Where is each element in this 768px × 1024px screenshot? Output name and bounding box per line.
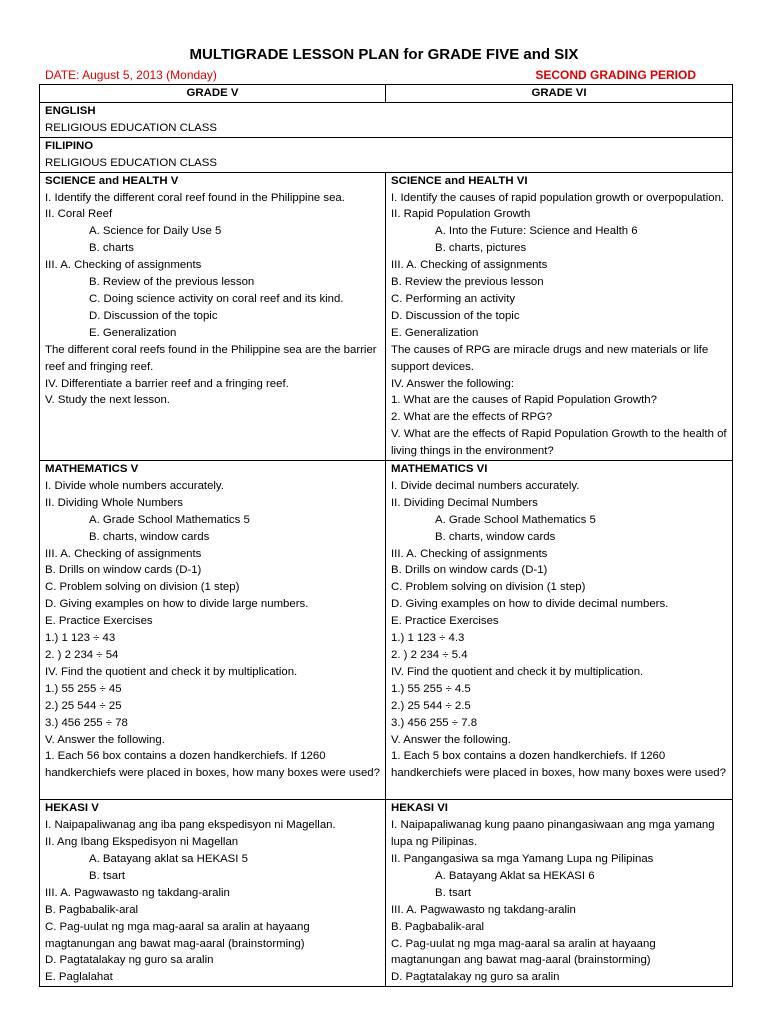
lesson-line: 1. Each 5 box contains a dozen handkerchiefs. If 1260 handkerchiefs were placed in boxes, how many boxes were used? bbox=[391, 750, 726, 780]
math-v-cell bbox=[40, 461, 386, 800]
lesson-line: V. What are the effects of Rapid Population Growth to the health of living things in the environment? bbox=[391, 428, 727, 458]
lesson-line: I. Identify the causes of rapid population growth or overpopulation. bbox=[391, 191, 725, 204]
lesson-line: III. A. Checking of assignments bbox=[391, 547, 548, 560]
lesson-line: B. charts, pictures bbox=[435, 242, 527, 255]
lesson-line: 1.) 1 123 ÷ 43 bbox=[45, 632, 116, 645]
lesson-line: E. Generalization bbox=[89, 326, 177, 339]
lesson-line: II. Dividing Decimal Numbers bbox=[391, 496, 538, 509]
lesson-line: The causes of RPG are miracle drugs and new materials or life support devices. bbox=[391, 343, 709, 373]
lesson-line: C. Problem solving on division (1 step) bbox=[391, 581, 586, 594]
hekasi-vi-cell bbox=[386, 800, 733, 987]
lesson-line: D. Pagtatalakay ng guro sa aralin bbox=[45, 954, 214, 967]
lesson-line: E. Practice Exercises bbox=[45, 615, 153, 628]
english-cell bbox=[40, 103, 733, 138]
lesson-line: A. Batayang aklat sa HEKASI 5 bbox=[89, 852, 248, 865]
lesson-line: C. Doing science activity on coral reef and its kind. bbox=[89, 292, 344, 305]
lesson-line: C. Pag-uulat ng mga mag-aaral sa aralin at hayaang magtanungan ang bawat mag-aaral (brainstorming) bbox=[45, 920, 310, 950]
lesson-line: V. Answer the following. bbox=[45, 733, 165, 746]
lesson-line: 1.) 55 255 ÷ 4.5 bbox=[391, 682, 471, 695]
grading-period-label: SECOND GRADING PERIOD bbox=[535, 68, 696, 82]
lesson-line: D. Giving examples on how to divide decimal numbers. bbox=[391, 598, 669, 611]
lesson-line: 1. Each 56 box contains a dozen handkerchiefs. If 1260 handkerchiefs were placed in boxes, how many boxes were used? bbox=[45, 750, 380, 780]
lesson-line: A. Into the Future: Science and Health 6 bbox=[435, 225, 638, 238]
lesson-line: A. Science for Daily Use 5 bbox=[89, 225, 222, 238]
filipino-note: RELIGIOUS EDUCATION CLASS bbox=[45, 156, 217, 169]
lesson-line: 2. What are the effects of RPG? bbox=[391, 411, 553, 424]
math-v-subject: MATHEMATICS V bbox=[45, 463, 139, 476]
lesson-line: 1.) 55 255 ÷ 45 bbox=[45, 682, 122, 695]
grade-header-row bbox=[40, 85, 733, 103]
date-label: DATE: August 5, 2013 (Monday) bbox=[45, 68, 217, 82]
lesson-line: B. charts, window cards bbox=[89, 530, 210, 543]
lesson-line: III. A. Checking of assignments bbox=[45, 259, 202, 272]
lesson-line: I. Divide decimal numbers accurately. bbox=[391, 479, 580, 492]
lesson-line: B. Review the previous lesson bbox=[391, 276, 544, 289]
math-row bbox=[40, 461, 733, 800]
math-vi-lines bbox=[391, 478, 727, 782]
lesson-line: B. Review of the previous lesson bbox=[89, 276, 255, 289]
lesson-line: C. Problem solving on division (1 step) bbox=[45, 581, 240, 594]
lesson-line: A. Grade School Mathematics 5 bbox=[435, 513, 596, 526]
lesson-line: V. Answer the following. bbox=[391, 733, 511, 746]
science-v-cell bbox=[40, 172, 386, 460]
math-vi-cell bbox=[386, 461, 733, 800]
lesson-line: C. Performing an activity bbox=[391, 292, 516, 305]
lesson-line: III. A. Checking of assignments bbox=[391, 259, 548, 272]
science-vi-subject: SCIENCE and HEALTH VI bbox=[391, 174, 528, 187]
lesson-line: D. Discussion of the topic bbox=[391, 309, 520, 322]
lesson-line: 1.) 1 123 ÷ 4.3 bbox=[391, 632, 465, 645]
english-row bbox=[40, 103, 733, 138]
hekasi-vi-lines bbox=[391, 817, 727, 986]
lesson-line: III. A. Checking of assignments bbox=[45, 547, 202, 560]
science-vi-lines bbox=[391, 190, 727, 461]
lesson-line: E. Practice Exercises bbox=[391, 615, 499, 628]
lesson-line: II. Coral Reef bbox=[45, 208, 113, 221]
lesson-line: IV. Find the quotient and check it by multiplication. bbox=[45, 665, 298, 678]
science-vi-cell bbox=[386, 172, 733, 460]
lesson-line: E. Paglalahat bbox=[45, 971, 113, 984]
lesson-line: B. Drills on window cards (D-1) bbox=[45, 564, 202, 577]
filipino-cell bbox=[40, 137, 733, 172]
lesson-line: A. Batayang Aklat sa HEKASI 6 bbox=[435, 869, 595, 882]
math-vi-subject: MATHEMATICS VI bbox=[391, 463, 488, 476]
lesson-line: II. Pangangasiwa sa mga Yamang Lupa ng Pilipinas bbox=[391, 852, 654, 865]
lesson-line: I. Naipapaliwanag kung paano pinangasiwaan ang mga yamang lupa ng Pilipinas. bbox=[391, 819, 715, 849]
lesson-line: 2. ) 2 234 ÷ 54 bbox=[45, 649, 119, 661]
spacer bbox=[45, 782, 380, 799]
science-v-lines bbox=[45, 190, 380, 410]
math-v-lines bbox=[45, 478, 380, 782]
lesson-line: III. A. Pagwawasto ng takdang-aralin bbox=[391, 903, 576, 916]
lesson-line: I. Divide whole numbers accurately. bbox=[45, 479, 224, 492]
lesson-line: C. Pag-uulat ng mga mag-aaral sa aralin at hayaang magtanungan ang bawat mag-aaral (brainstorming) bbox=[391, 937, 656, 967]
lesson-plan-table bbox=[39, 84, 733, 987]
lesson-line: I. Naipapaliwanag ang iba pang ekspedisyon ni Magellan. bbox=[45, 819, 336, 832]
lesson-line: 1. What are the causes of Rapid Population Growth? bbox=[391, 394, 657, 407]
lesson-line: B. tsart bbox=[89, 869, 126, 882]
lesson-line: D. Pagtatalakay ng guro sa aralin bbox=[391, 971, 560, 984]
hekasi-v-subject: HEKASI V bbox=[45, 802, 99, 815]
grade-v-header: GRADE V bbox=[40, 85, 386, 103]
lesson-line: II. Rapid Population Growth bbox=[391, 208, 531, 221]
lesson-line: IV. Answer the following: bbox=[391, 377, 515, 390]
filipino-row bbox=[40, 137, 733, 172]
filipino-subject: FILIPINO bbox=[45, 139, 94, 152]
english-note: RELIGIOUS EDUCATION CLASS bbox=[45, 121, 217, 134]
lesson-line: IV. Find the quotient and check it by multiplication. bbox=[391, 665, 644, 678]
lesson-line: A. Grade School Mathematics 5 bbox=[89, 513, 250, 526]
lesson-line: B. Pagbabalik-aral bbox=[45, 903, 139, 916]
lesson-line: V. Study the next lesson. bbox=[45, 394, 170, 407]
grade-vi-header: GRADE VI bbox=[386, 85, 733, 103]
lesson-line: E. Generalization bbox=[391, 326, 479, 339]
hekasi-v-lines bbox=[45, 817, 380, 986]
lesson-line: B. tsart bbox=[435, 886, 472, 899]
lesson-line: 2. ) 2 234 ÷ 5.4 bbox=[391, 649, 468, 661]
lesson-line: The different coral reefs found in the Philippine sea are the barrier reef and fringing reef. bbox=[45, 343, 377, 373]
lesson-line: D. Giving examples on how to divide large numbers. bbox=[45, 598, 309, 611]
lesson-line: 3.) 456 255 ÷ 78 bbox=[45, 716, 128, 729]
lesson-line: 2.) 25 544 ÷ 2.5 bbox=[391, 699, 471, 712]
lesson-line: B. charts bbox=[89, 242, 134, 255]
document-title: MULTIGRADE LESSON PLAN for GRADE FIVE and SIX bbox=[189, 46, 579, 63]
lesson-line: IV. Differentiate a barrier reef and a fringing reef. bbox=[45, 377, 289, 390]
lesson-line: D. Discussion of the topic bbox=[89, 309, 218, 322]
spacer bbox=[391, 782, 727, 799]
lesson-line: B. Pagbabalik-aral bbox=[391, 920, 485, 933]
lesson-line: 3.) 456 255 ÷ 7.8 bbox=[391, 716, 478, 729]
hekasi-v-cell bbox=[40, 800, 386, 987]
hekasi-vi-subject: HEKASI VI bbox=[391, 802, 448, 815]
lesson-line: 2.) 25 544 ÷ 25 bbox=[45, 699, 122, 712]
lesson-line: B. Drills on window cards (D-1) bbox=[391, 564, 548, 577]
english-subject: ENGLISH bbox=[45, 105, 96, 117]
lesson-line: I. Identify the different coral reef found in the Philippine sea. bbox=[45, 191, 345, 204]
science-row bbox=[40, 172, 733, 460]
lesson-line: II. Dividing Whole Numbers bbox=[45, 496, 184, 509]
lesson-line: B. charts, window cards bbox=[435, 530, 556, 543]
lesson-line: II. Ang Ibang Ekspedisyon ni Magellan bbox=[45, 836, 239, 849]
lesson-line: III. A. Pagwawasto ng takdang-aralin bbox=[45, 886, 230, 899]
science-v-subject: SCIENCE and HEALTH V bbox=[45, 174, 179, 187]
hekasi-row bbox=[40, 800, 733, 987]
